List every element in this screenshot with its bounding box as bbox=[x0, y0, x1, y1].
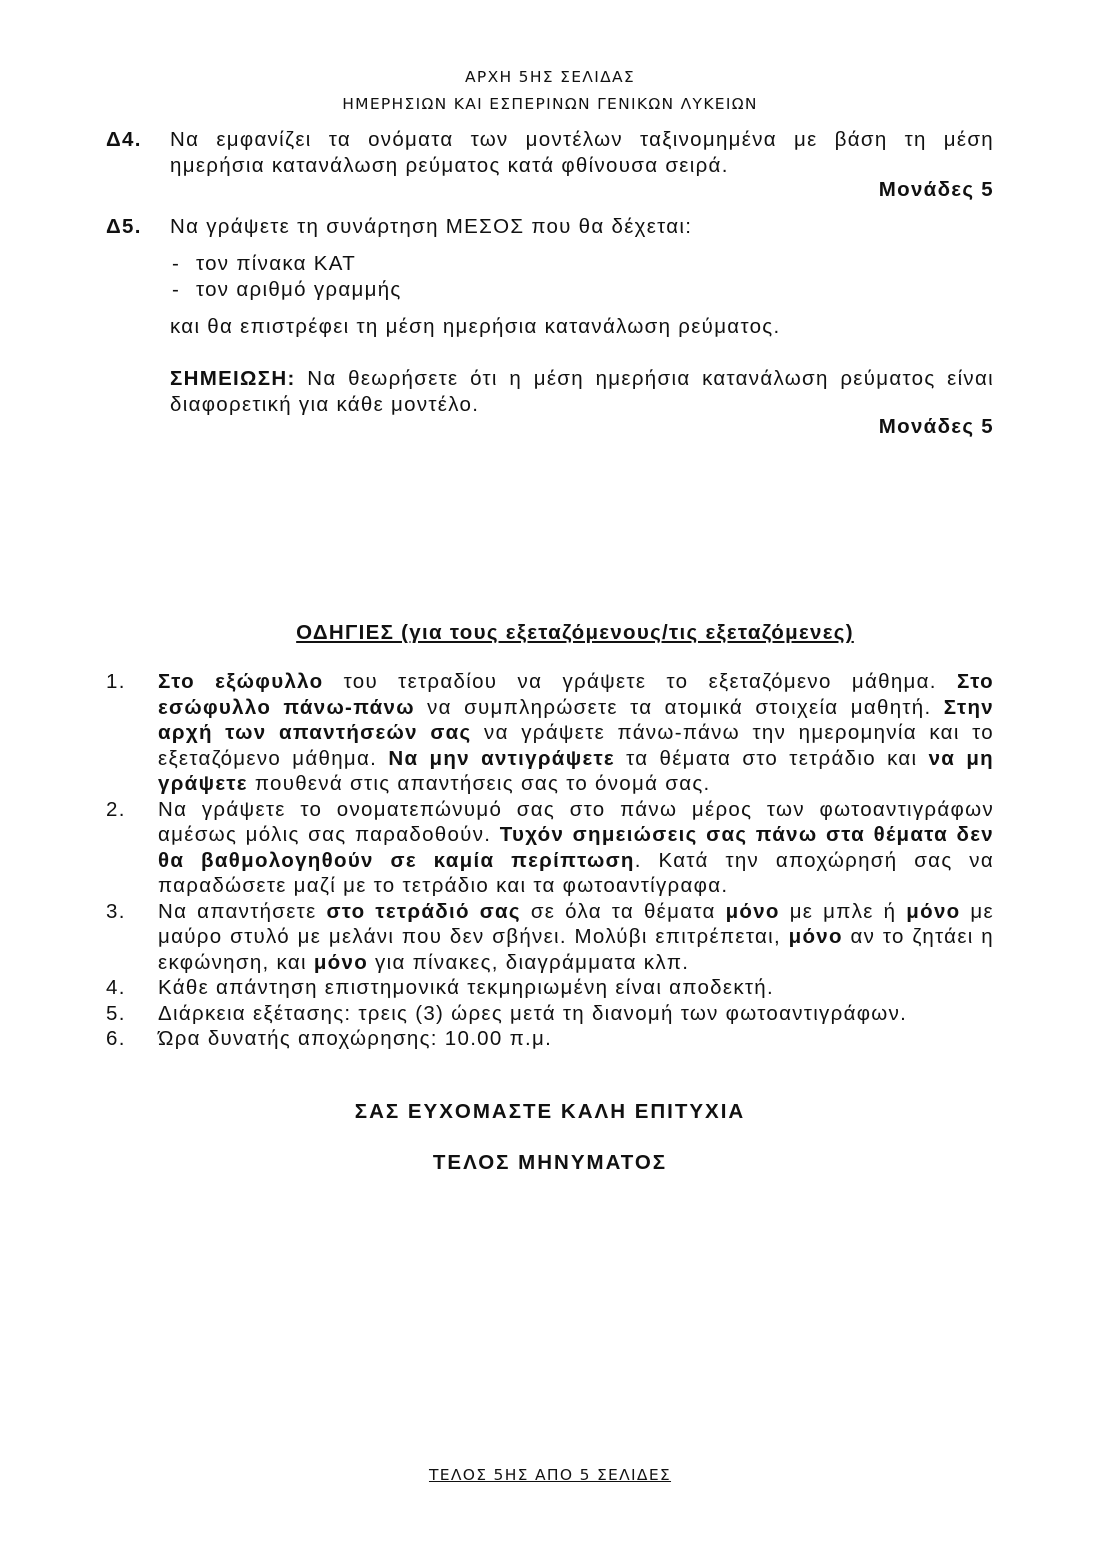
closing-wish: ΣΑΣ ΕΥΧΟΜΑΣΤΕ ΚΑΛΗ ΕΠΙΤΥΧΙΑ bbox=[354, 1100, 746, 1123]
note-label: ΣΗΜΕΙΩΣΗ: bbox=[170, 367, 296, 390]
instruction-number: 1. bbox=[106, 670, 126, 693]
instruction-bold-text: Να μην αντιγράψετε bbox=[388, 746, 615, 770]
instruction-bold-text: μόνο bbox=[725, 899, 780, 923]
question-d4-points: Μονάδες 5 bbox=[878, 178, 994, 201]
instruction-bold-text: Στο εξώφυλλο bbox=[158, 670, 324, 693]
instruction-bold-text: μόνο bbox=[788, 925, 843, 948]
instruction-plain-text: Κάθε απάντηση επιστημονικά τεκμηριωμένη είναι αποδεκτή. bbox=[158, 976, 774, 999]
page-header-line1: ΑΡΧΗ 5ΗΣ ΣΕΛΙΔΑΣ bbox=[465, 68, 635, 86]
instruction-bold-text: μόνο bbox=[313, 950, 369, 974]
instruction-number: 6. bbox=[106, 1027, 126, 1050]
instruction-plain-text: . Κατά την αποχώρησή σας να παραδώσετε μαζί με το τετράδιο και τα φωτοαντίγραφα. bbox=[158, 848, 994, 897]
instruction-number: 4. bbox=[106, 976, 126, 999]
page-footer bbox=[0, 1466, 1100, 1484]
instruction-plain-text: Να απαντήσετε bbox=[158, 899, 327, 923]
instruction-plain-text: αν το ζητάει η εκφώνηση, και bbox=[158, 925, 994, 974]
instruction-plain-text: Να γράψετε το ονοματεπώνυμό σας στο πάνω μέρος των φωτοαντιγράφων αμέσως μόλις σας παραδοθούν. bbox=[158, 797, 994, 846]
instruction-bold-text: να μη γράψετε bbox=[158, 746, 994, 795]
question-d5-outro: και θα επιστρέφει τη μέση ημερήσια κατανάλωση ρεύματος. bbox=[170, 315, 781, 338]
instruction-text bbox=[158, 975, 994, 1001]
instruction-bold-text: Στην αρχή των απαντήσεών σας bbox=[158, 695, 994, 744]
question-d5-intro: Να γράψετε τη συνάρτηση ΜΕΣΟΣ που θα δέχεται: bbox=[170, 215, 693, 238]
instruction-plain-text: να συμπληρώσετε τα ατομικά στοιχεία μαθητή. bbox=[414, 695, 944, 719]
instruction-number: 3. bbox=[106, 899, 126, 923]
list-item: τον πίνακα ΚΑΤ bbox=[196, 252, 357, 275]
instruction-item bbox=[106, 1026, 994, 1052]
list-bullet: - bbox=[172, 278, 181, 301]
instruction-plain-text: με μπλε ή bbox=[779, 899, 907, 923]
page-footer-text: ΤΕΛΟΣ 5ΗΣ ΑΠΟ 5 ΣΕΛΙΔΕΣ bbox=[428, 1466, 672, 1484]
instruction-bold-text: Τυχόν σημειώσεις σας πάνω στα θέματα δεν θα βαθμολογηθούν σε καμία περίπτωση bbox=[158, 823, 994, 872]
instruction-plain-text: πουθενά στις απαντήσεις σας το όνομά σας. bbox=[247, 772, 711, 795]
instruction-text bbox=[158, 899, 994, 976]
instruction-plain-text: για πίνακες, διαγράμματα κλπ. bbox=[368, 950, 690, 974]
instruction-bold-text: στο τετράδιό σας bbox=[326, 899, 521, 923]
instruction-plain-text: να γράψετε πάνω-πάνω την ημερομηνία και το εξεταζόμενο μάθημα. bbox=[158, 721, 994, 770]
instruction-item bbox=[106, 899, 994, 976]
instruction-plain-text: σε όλα τα θέματα bbox=[520, 899, 726, 923]
instruction-bold-text: μόνο bbox=[906, 899, 961, 923]
list-bullet: - bbox=[172, 252, 181, 275]
instruction-item bbox=[106, 1001, 994, 1027]
instructions-list bbox=[106, 669, 994, 1052]
question-d5-note bbox=[170, 366, 994, 417]
instruction-plain-text: Διάρκεια εξέτασης: τρεις (3) ώρες μετά τη διανομή των φωτοαντιγράφων. bbox=[158, 1001, 908, 1025]
instruction-number: 5. bbox=[106, 1001, 126, 1025]
question-d5-label: Δ5. bbox=[106, 215, 142, 238]
note-text: Να θεωρήσετε ότι η μέση ημερήσια κατανάλωση ρεύματος είναι διαφορετική για κάθε μοντέλο. bbox=[170, 367, 994, 416]
closing-end: ΤΕΛΟΣ ΜΗΝΥΜΑΤΟΣ bbox=[432, 1151, 668, 1174]
instruction-plain-text: με μαύρο στυλό με μελάνι που δεν σβήνει. Μολύβι επιτρέπεται, bbox=[158, 899, 994, 948]
instruction-plain-text: του τετραδίου να γράψετε το εξεταζόμενο μάθημα. bbox=[323, 670, 958, 693]
instruction-bold-text: Στο εσώφυλλο πάνω-πάνω bbox=[158, 670, 994, 719]
instruction-number: 2. bbox=[106, 797, 126, 821]
instruction-plain-text: τα θέματα στο τετράδιο και bbox=[614, 746, 929, 770]
instruction-item bbox=[106, 797, 994, 899]
page-header-line2: ΗΜΕΡΗΣΙΩΝ ΚΑΙ ΕΣΠΕΡΙΝΩΝ ΓΕΝΙΚΩΝ ΛΥΚΕΙΩΝ bbox=[342, 95, 758, 113]
instruction-plain-text: Ώρα δυνατής αποχώρησης: 10.00 π.μ. bbox=[158, 1027, 553, 1050]
instruction-text bbox=[158, 1026, 994, 1052]
instruction-text bbox=[158, 1001, 994, 1027]
question-d5-points: Μονάδες 5 bbox=[878, 415, 994, 438]
instructions-title: ΟΔΗΓΙΕΣ (για τους εξεταζόμενους/τις εξεταζόμενες) bbox=[296, 621, 854, 644]
instruction-item bbox=[106, 975, 994, 1001]
instruction-text bbox=[158, 797, 994, 899]
list-item: τον αριθμό γραμμής bbox=[196, 278, 402, 301]
question-d4-label: Δ4. bbox=[106, 128, 142, 151]
instruction-item bbox=[106, 669, 994, 797]
instruction-text bbox=[158, 669, 994, 797]
question-d4-text: Να εμφανίζει τα ονόματα των μοντέλων ταξινομημένα με βάση τη μέση ημερήσια κατανάλωση ρεύματος κατά φθίνουσα σειρά. bbox=[170, 128, 994, 177]
